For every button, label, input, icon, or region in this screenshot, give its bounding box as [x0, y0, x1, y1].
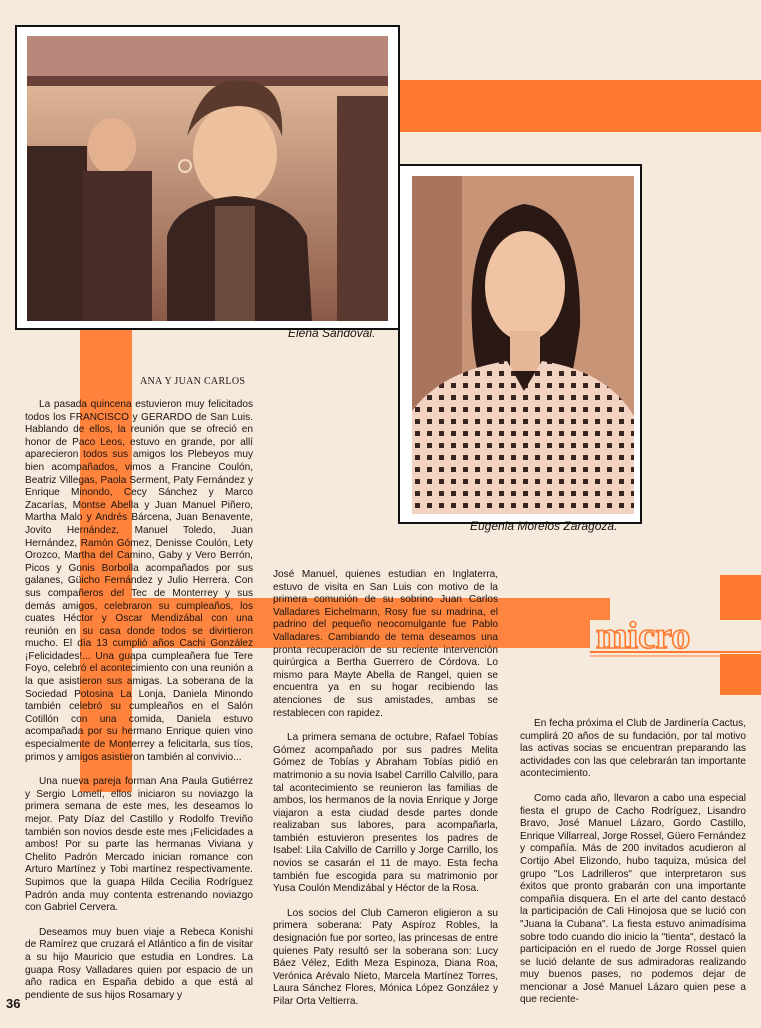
article-heading: ANA Y JUAN CARLOS	[140, 376, 246, 387]
photo2-caption: Eugenia Morelos Zaragoza.	[470, 519, 618, 533]
photo1-caption: Elena Sandoval.	[288, 326, 376, 340]
col2-paragraph: Los socios del Club Cameron eligieron a su primera soberana: Paty Aspíroz Robles, la designación fue por sorteo, las princesas de entre quienes Paty resultó ser la soberana son: Lucy Báez Vélez, Edith Meza Espinoza, Diana Roa, Verónica Arévalo Nieto, Marcela Martínez Torres, Laura Sánchez Flores, Mónica López González y Pilar Orta Veltierra.	[273, 907, 498, 1007]
logo-text: micro	[596, 615, 691, 657]
col2-paragraph: La primera semana de octubre, Rafael Tobías Gómez acompañado por sus padres Melita Gómez de Tobías y Abraham Tobías pidió en matrimonio a su novia Isabel Carrillo Calvillo, para tal acontecimiento se reunieron las familias de ambos, los hermanos de la novia Enrique y Jorge viajaron a esta ciudad desde partes donde realizaban sus labores, para acompañarla, también estuvieron presentes los padres de Isabel: Lila Calvillo de Carrillo y Jorge Carrillo, los novios se casarán el 11 de mayo. Esta fecha también fue escogida para su matrimonio por Yusa Coulón Mendizábal y Héctor de la Rosa.	[273, 732, 498, 895]
col1-paragraph: Deseamos muy buen viaje a Rebeca Konishi de Ramírez que cruzará el Atlántico a fin de visitar a su hijo Mauricio que estudia en Londres. La guapa Rosy Valladares quien por espacio de un año radica en España debido a que está al pendiente de sus hijos Rosamary y	[25, 926, 253, 1001]
column-1	[25, 399, 253, 1014]
col3-paragraph: Como cada año, llevaron a cabo una especial fiesta el grupo de Cacho Rodríguez, Lisandro Bravo, José Manuel Lázaro, Gordo Castillo, Enrique Villarreal, Jorge Rossel, Güero Fernández y compañía. Más de 200 invitados acudieron al Cortijo Abel Elizondo, hubo taquiza, música del grupo "Los Ladrilleros" que interpretaron sus éxitos que pronto grabarán con una importante compañía disquera. En el arte del canto destacó la participación de Cali Hinojosa que se lució con "Juana la Cubana". La fiesta estuvo animadísima sobre todo cuando dio inicio la "tienta", destacó la participación en el ruedo de Jorge Rossel quien se lució delante de sus admiradoras realizando muy buenos pases, no podemos dejar de mencionar a José Manuel Lázaro quien pese a que reciente-	[520, 792, 746, 1006]
col2-paragraph: José Manuel, quienes estudian en Inglaterra, estuvo de visita en San Luis con motivo de la primera comunión de su sobrino Juan Carlos Valladares Eichelmann, Rosy fue su madrina, el padrino del pequeño neocomulgante fue Pablo Valladares. Cambiando de tema deseamos una pronta recuperación de su reciente intervención quirúrgica a Bertha Guerrero de Córdova. Lo mismo para Mayte Abella de Rangel, quien se encuentra ya en su hogar recibiendo las atenciones de sus amistades, ambas se restablecen con rapidez.	[273, 569, 498, 719]
photo-eugenia-morelos	[412, 176, 634, 514]
column-2	[273, 569, 498, 1021]
photo-elena-sandoval	[27, 36, 388, 321]
col3-paragraph: En fecha próxima el Club de Jardinería Cactus, cumplirá 20 años de su fundación, por tal motivo las activas socias se encuentran preparando las actividades con las que celebrarán tan importante acontecimiento.	[520, 718, 746, 780]
photo-frame-eugenia	[398, 164, 642, 524]
orange-band-top	[400, 80, 761, 132]
photo-frame-elena	[15, 25, 400, 330]
column-3	[520, 718, 746, 1019]
col1-paragraph: La pasada quincena estuvieron muy felicitados todos los FRANCISCO y GERARDO de San Luis. Hablando de ellos, la reunión que se ofreció en honor de Paco Leos, estuvo en grande, por allí aparecieron todos sus amigos los Plebeyos muy bien acompañados, vimos a Francine Coulón, Beatriz Villegas, Paola Serment, Paty Fernández y Enrique Minondo, Cecy Sánchez y Marco Zacarías, Montse Abella y Juan Manuel Piñero, Martha Malo y Andrés Bárcena, Juan Benavente, Jovito Hernández, Manuel Toledo, Juan Hernández, Ramón Gómez, Denisse Coulón, Lety Orozco, Martha del Camino, Gaby y Vero Berrón, Picos y Gonis Borbolla acompañados por sus galanes, Güicho Fernández y Julio Herrera. Con sus compañeros del Tec de Monterrey y sus demás amigos, celebraron su cumpleaños, los cuates Héctor y Oscar Mendizábal con una reunión en su casa donde todos se divirtieron mucho. El día 13 cumplió años Cachi González ¡Felicidades!... Una guapa cumpleañera fue Tere Foyo, celebró el acontecimiento con una reunión a la que asistieron sus amigas. La soberana de la Sociedad Potosina La Lonja, Daniela Minondo también celebró su cumpleaños en el Salón Cotillón con una comida, Daniela estuvo acompañada por su hermano Enrique quien vino especialmente de Monterrey a felicitarla, sus tíos, primos y amigos asistieron también al convivio...	[25, 399, 253, 763]
col1-paragraph: Una nueva pareja forman Ana Paula Gutiérrez y Sergio Lomelí, ellos iniciaron su noviazgo la primera semana de este mes, les deseamos lo mejor. Paty Díaz del Castillo y Rodolfo Treviño también son novios desde este mes ¡Felicidades a ambos! Por su parte las hermanas Viviana y Chelito Padrón Mercado inician romance con Arturo Martínez y Tobi martínez respectivamente. Supimos que la guapa Hilda Cecilia Rodríguez Padrón anda muy contenta estrenando noviazgo con Gabriel Cervera.	[25, 776, 253, 914]
page-number: 36	[6, 996, 21, 1011]
micro-logo	[590, 606, 761, 664]
